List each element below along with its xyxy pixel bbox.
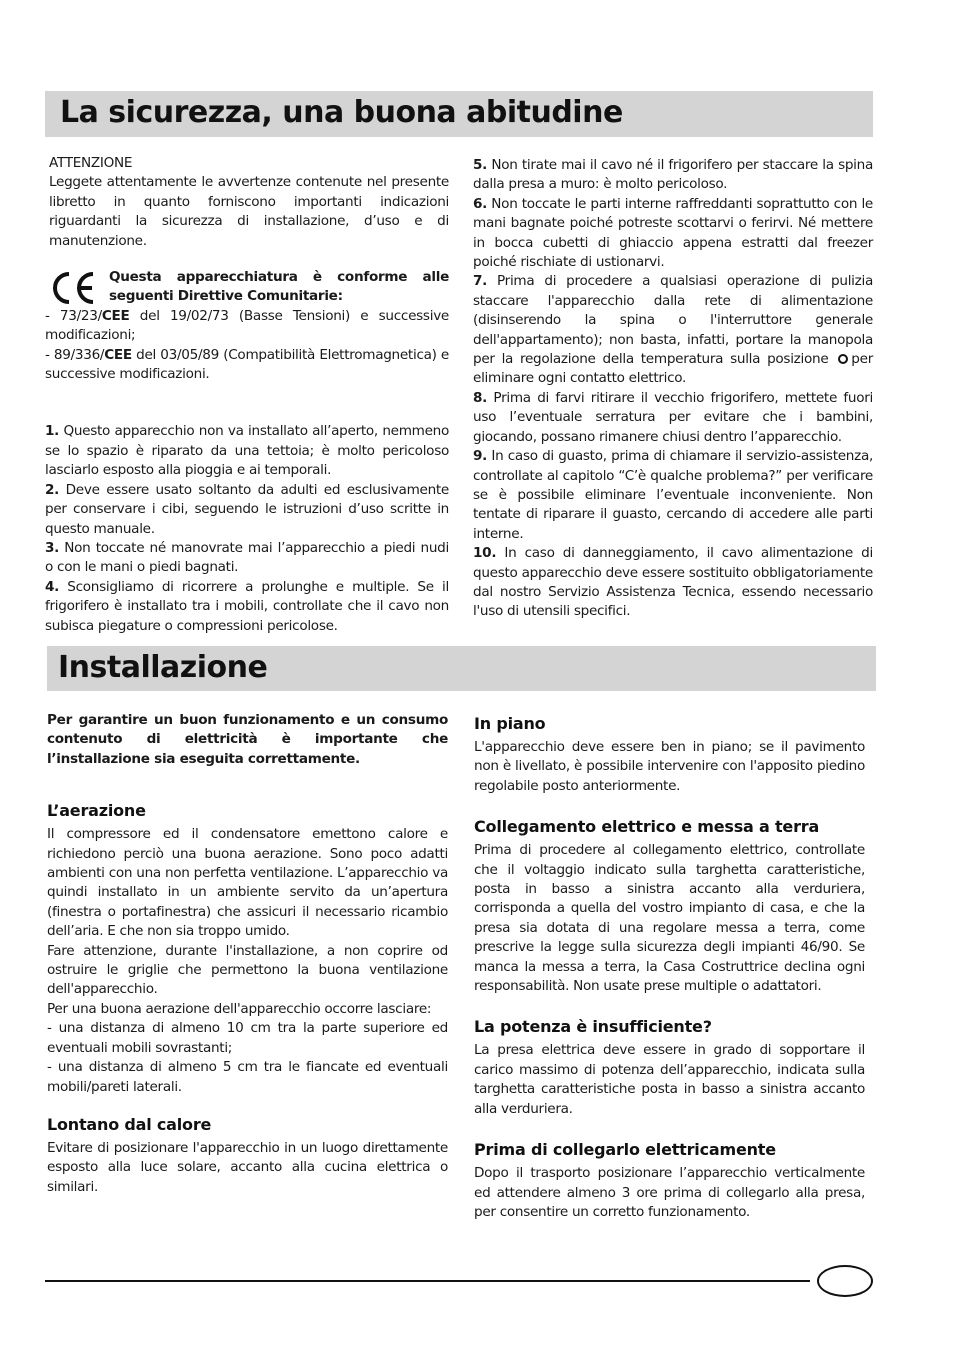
heading-prima: Prima di collegarlo elettricamente	[474, 1140, 776, 1160]
ce-conformity-block	[45, 268, 449, 307]
directive-2: - 89/336/CEE del 03/05/89 (Compatibilità Elettromagnetica) e successive modificazioni.	[45, 346, 449, 383]
safety-rule-3: 3. Non toccate né manovrate mai l’apparecchio a piedi nudi o con le mani o piedi bagnati.	[45, 539, 449, 576]
ce-heading: Questa apparecchiatura è conforme alle seguenti Direttive Comunitarie:	[109, 269, 449, 305]
piano-p1: L'apparecchio deve essere ben in piano; se il pavimento non è livellato, è possibile intervenire con l'apposito piedino regolabile posto anteriormente.	[474, 739, 865, 794]
safety-intro: Leggete attentamente le avvertenze contenute nel presente libretto in quanto forniscono importanti indicazioni riguardanti la sicurezza di installazione, d’uso e di manutenzione.	[49, 174, 449, 249]
section-banner-install	[47, 646, 876, 691]
off-position-icon	[838, 354, 848, 364]
heading-potenza: La potenza è insufficiente?	[474, 1017, 712, 1037]
section-banner-safety	[45, 91, 873, 137]
aerazione-p1: Il compressore ed il condensatore emettono calore e richiedono perciò una buona aerazione. Sono poco adatti ambienti con una non perfetta ventilazione. L’apparecchio va quindi installato in un ambiente servito da un’apertura (finestra o portafinestra) che assicuri il necessario ricambio dell’aria. E che non sia troppo umido.	[47, 826, 448, 940]
safety-rule-7: 7. Prima di procedere a qualsiasi operazione di pulizia staccare l'apparecchio dalla rete di alimentazione (disinserendo la spina o l'interruttore generale dell'appartamento); non basta, infatti, portare la manopola per la regolazione della temperatura sulla posizione per eliminare ogni contatto elettrico.	[473, 273, 873, 387]
section-title-install: Installazione	[58, 650, 268, 685]
calore-p1: Evitare di posizionare l'apparecchio in un luogo direttamente esposto alla luce solare, accanto alla cucina elettrica o similari.	[47, 1139, 448, 1195]
safety-rule-8: 8. Prima di farvi ritirare il vecchio frigorifero, mettete fuori uso l’eventuale serratura per evitare che i bambini, giocando, possano rimanere chiusi dentro l’apparecchio.	[473, 389, 873, 445]
install-right-column	[474, 713, 865, 1222]
safety-rule-6: 6. Non toccate le parti interne raffreddanti soprattutto con le mani bagnate poiché potreste scottarvi o ferirvi. Né mettere in bocca cubetti di ghiaccio appena estratti dal freezer poiché rischiate di ustionarvi.	[473, 195, 873, 271]
heading-elettrico: Collegamento elettrico e messa a terra	[474, 817, 820, 837]
aerazione-p2: Fare attenzione, durante l'installazione, a non coprire od ostruire le griglie che permettono la buona ventilazione dell'apparecchio.	[47, 942, 448, 998]
section-title-safety: La sicurezza, una buona abitudine	[60, 95, 623, 130]
footer-rule	[45, 1280, 810, 1282]
heading-piano: In piano	[474, 714, 546, 733]
safety-rule-5: 5. Non tirate mai il cavo né il frigorifero per staccare la spina dalla presa a muro: è molto pericoloso.	[473, 157, 873, 193]
ce-mark-icon	[51, 270, 101, 306]
safety-right-column	[473, 156, 873, 622]
aerazione-p4: - una distanza di almeno 10 cm tra la parte superiore ed eventuali mobili sovrastanti;	[47, 1020, 448, 1056]
attention-label: ATTENZIONE	[49, 155, 133, 171]
aerazione-p3: Per una buona aerazione dell'apparecchio occorre lasciare:	[47, 1000, 432, 1017]
heading-aerazione: L’aerazione	[47, 801, 146, 821]
aerazione-p5: - una distanza di almeno 5 cm tra le fiancate ed eventuali mobili/pareti laterali.	[47, 1059, 448, 1095]
safety-rule-2: 2. Deve essere usato soltanto da adulti ed esclusivamente per conservare i cibi, seguendo le istruzioni d’uso scritte in questo manuale.	[45, 481, 449, 537]
safety-rule-9: 9. In caso di guasto, prima di chiamare il servizio-assistenza, controllate al capitolo “C’è qualche problema?” per verificare se è possibile eliminare l’eventuale inconveniente. Non tentate di riparare il guasto, cercando di accedere alle parti interne.	[473, 448, 873, 542]
directive-1: - 73/23/CEE del 19/02/73 (Basse Tensioni) e successive modificazioni;	[45, 307, 449, 344]
potenza-p1: La presa elettrica deve essere in grado di sopportare il carico massimo di potenza dell’apparecchio, indicata sulla targhetta caratteristiche posta in basso a sinistra accanto alla verduriera.	[474, 1042, 865, 1117]
install-left-column	[47, 711, 448, 1197]
safety-rule-4: 4. Sconsigliamo di ricorrere a prolunghe e multiple. Se il frigorifero è installato tra i mobili, controllate che il cavo non subisca piegature o compressioni pericolose.	[45, 578, 449, 634]
heading-calore: Lontano dal calore	[47, 1114, 212, 1134]
safety-rule-10: 10. In caso di danneggiamento, il cavo alimentazione di questo apparecchio deve essere sostituito obbligatoriamente dal nostro Servizio Assistenza Tecnica, essendo necessario l'uso di utensili specifici.	[473, 545, 873, 620]
prima-p1: Dopo il trasporto posizionare l’apparecchio verticalmente ed attendere almeno 3 ore prima di collegarlo alla presa, per consentire un corretto funzionamento.	[474, 1165, 865, 1220]
safety-rule-1: 1. Questo apparecchio non va installato all’aperto, nemmeno se lo spazio è riparato da una tettoia; è molto pericoloso lasciarlo esposto alla pioggia e ai temporali.	[45, 423, 449, 479]
elettrico-p1: Prima di procedere al collegamento elettrico, controllate che il voltaggio indicato sulla targhetta caratteristiche, posta in basso a sinistra accanto alla verduriera, corrisponda a quella del vostro impianto di casa, e che la presa sia dotata di una regolare messa a terra, come prescrive la legge sulla sicurezza degli impianti 46/90. Se manca la messa a terra, la Casa Costruttrice declina ogni responsabilità. Non usate prese multiple o adattatori.	[474, 842, 865, 995]
safety-left-column	[45, 154, 449, 636]
install-lead: Per garantire un buon funzionamento e un consumo contenuto di elettricità è importante che l’installazione sia eseguita correttamente.	[47, 712, 448, 767]
page-number-oval	[817, 1265, 873, 1297]
